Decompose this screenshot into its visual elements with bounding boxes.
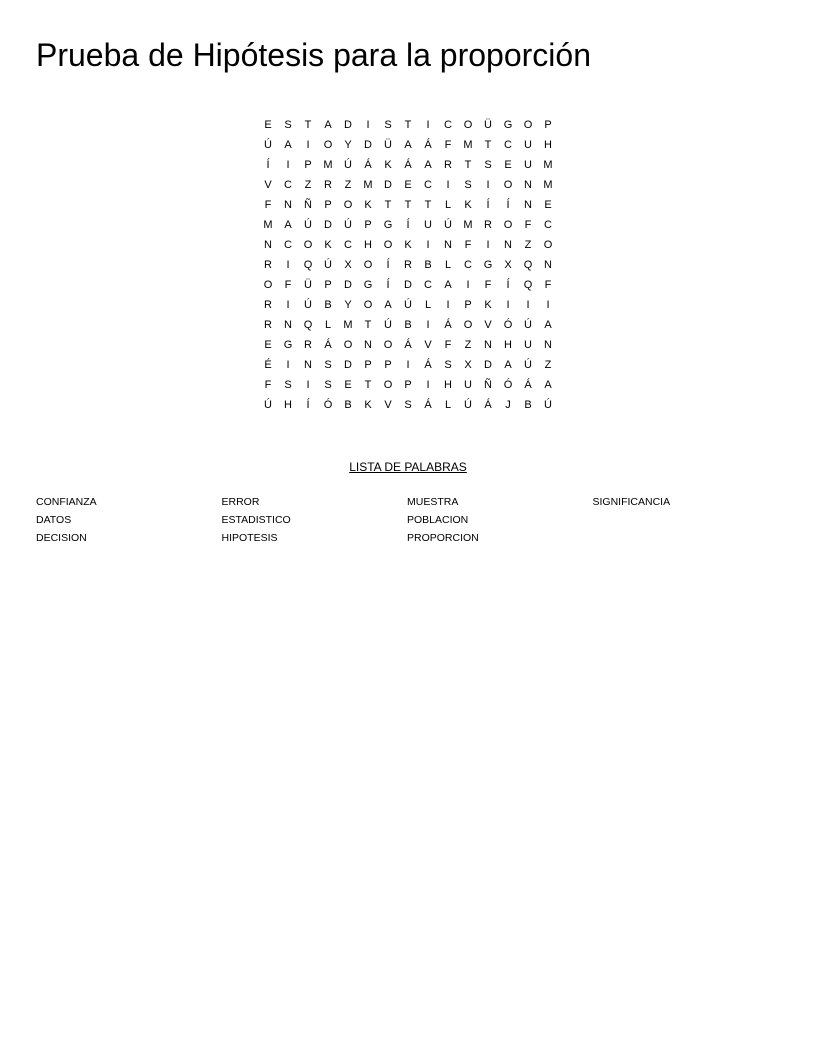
grid-letter: A [404,139,412,151]
grid-letter: P [404,379,412,391]
grid-letter: A [544,379,552,391]
grid-letter: M [363,179,373,191]
grid-letter: C [444,119,452,131]
word-list [36,493,778,547]
grid-letter: Y [344,139,352,151]
grid-letter: V [424,339,432,351]
grid-letter: I [446,299,450,311]
grid-letter: L [324,319,332,331]
grid-letter: S [384,119,392,131]
grid-letter: I [286,359,290,371]
grid-letter: Á [424,399,432,411]
word-list-item: DECISION [36,532,87,544]
grid-letter: S [324,359,332,371]
grid-letter: Á [404,339,412,351]
grid-letter: G [383,219,393,231]
word-list-item: SIGNIFICANCIA [592,496,671,508]
grid-letter: F [444,339,452,351]
grid-letter: C [464,259,472,271]
grid-letter: I [506,299,510,311]
grid-letter: T [424,199,432,211]
grid-letter: N [284,199,292,211]
grid-letter: M [323,159,333,171]
grid-letter: Ú [264,399,272,411]
grid-letter: I [426,239,430,251]
grid-letter: A [324,119,332,131]
grid-letter: Ú [344,219,352,231]
grid-letter: A [444,279,452,291]
grid-letter: H [284,399,292,411]
grid-letter: G [363,279,373,291]
grid-letter: H [364,239,372,251]
grid-letter: I [526,299,530,311]
grid-letter: Í [506,199,510,211]
grid-letter: N [304,359,312,371]
grid-letter: Ó [503,319,513,331]
grid-letter: S [324,379,332,391]
grid-letter: Q [303,259,313,271]
grid-letter: Ú [524,319,532,331]
grid-letter: Í [406,219,410,231]
word-list-item: POBLACION [407,514,469,526]
grid-letter: Ú [324,259,332,271]
grid-letter: M [263,219,273,231]
word-list-item: CONFIANZA [36,496,97,508]
grid-letter: Q [303,319,313,331]
grid-letter: E [264,119,272,131]
grid-letter: N [364,339,372,351]
grid-letter: T [364,379,372,391]
grid-letter: I [306,139,310,151]
grid-letter: B [344,399,352,411]
grid-letter: U [464,379,472,391]
grid-letter: Ú [264,139,272,151]
grid-letter: N [444,239,452,251]
grid-letter: O [503,219,513,231]
grid-letter: P [384,359,392,371]
grid-letter: K [364,399,372,411]
grid-letter: R [264,319,272,331]
grid-letter: A [284,219,292,231]
grid-letter: P [364,219,372,231]
grid-letter: Z [544,359,552,371]
grid-letter: K [364,199,372,211]
grid-letter: N [524,199,532,211]
grid-letter: S [464,179,472,191]
grid-letter: Q [523,259,533,271]
grid-letter: G [283,339,293,351]
grid-letter: Ó [323,399,333,411]
grid-letter: L [444,259,452,271]
grid-letter: B [424,259,432,271]
grid-letter: C [284,239,292,251]
grid-letter: F [264,379,272,391]
grid-letter: Ú [404,299,412,311]
grid-letter: Í [266,159,270,171]
grid-letter: N [504,239,512,251]
grid-letter: J [505,399,511,411]
grid-letter: A [544,319,552,331]
grid-letter: Ñ [484,379,492,391]
grid-letter: I [286,159,290,171]
grid-letter: N [284,319,292,331]
word-list-item: HIPOTESIS [221,532,278,544]
grid-letter: Z [464,339,472,351]
grid-letter: I [426,379,430,391]
grid-letter: Ü [304,279,312,291]
grid-letter: Á [424,139,432,151]
grid-letter: C [544,219,552,231]
grid-letter: E [404,179,412,191]
grid-letter: É [264,359,272,371]
grid-letter: H [504,339,512,351]
grid-letter: F [284,279,292,291]
grid-letter: I [426,119,430,131]
grid-letter: R [444,159,452,171]
grid-letter: C [504,139,512,151]
grid-letter: O [323,139,333,151]
grid-letter: S [284,119,292,131]
grid-letter: U [524,339,532,351]
grid-letter: P [544,119,552,131]
grid-letter: U [424,219,432,231]
page-title: Prueba de Hipótesis para la proporción [36,37,591,73]
grid-letter: K [404,239,412,251]
grid-letter: V [264,179,272,191]
grid-letter: O [383,339,393,351]
grid-letter: H [444,379,452,391]
grid-letter: X [504,259,512,271]
grid-letter: Ú [524,359,532,371]
grid-letter: C [424,179,432,191]
grid-letter: Ñ [304,199,312,211]
grid-letter: F [484,279,492,291]
grid-letter: D [484,359,492,371]
grid-letter: O [383,239,393,251]
grid-letter: S [284,379,292,391]
grid-letter: I [486,179,490,191]
grid-letter: I [446,179,450,191]
grid-letter: Á [484,399,492,411]
grid-letter: I [466,279,470,291]
grid-letter: H [544,139,552,151]
grid-letter: Ú [384,319,392,331]
grid-letter: D [344,119,352,131]
grid-letter: X [344,259,352,271]
grid-letter: V [484,319,492,331]
grid-letter: I [286,259,290,271]
word-list-item: DATOS [36,514,72,526]
grid-letter: O [503,179,513,191]
grid-letter: G [483,259,493,271]
grid-letter: E [504,159,512,171]
grid-letter: Í [386,259,390,271]
grid-letter: A [424,159,432,171]
grid-letter: Q [523,279,533,291]
grid-letter: A [284,139,292,151]
word-list-header: LISTA DE PALABRAS [349,460,467,474]
grid-letter: C [424,279,432,291]
grid-letter: K [484,299,492,311]
grid-letter: C [284,179,292,191]
grid-letter: O [343,339,353,351]
grid-letter: F [544,279,552,291]
grid-letter: I [546,299,550,311]
grid-letter: Ú [464,399,472,411]
grid-letter: M [343,319,353,331]
grid-letter: P [324,279,332,291]
grid-letter: Á [324,339,332,351]
grid-letter: L [444,399,452,411]
grid-letter: T [404,119,412,131]
grid-letter: A [384,299,392,311]
grid-letter: Ü [484,119,492,131]
grid-letter: P [304,159,312,171]
grid-letter: T [484,139,492,151]
grid-letter: Á [364,159,372,171]
grid-letter: O [363,299,373,311]
grid-letter: A [504,359,512,371]
grid-letter: Ú [444,219,452,231]
word-list-item: MUESTRA [407,496,459,508]
grid-letter: T [464,159,472,171]
grid-letter: P [364,359,372,371]
grid-letter: D [344,279,352,291]
grid-letter: Z [344,179,352,191]
word-list-item: ESTADISTICO [221,514,291,526]
grid-letter: M [543,159,553,171]
grid-letter: N [544,339,552,351]
grid-letter: C [344,239,352,251]
grid-letter: D [384,179,392,191]
word-list-item: PROPORCION [407,532,479,544]
word-list-item: ERROR [221,496,260,508]
grid-letter: O [383,379,393,391]
grid-letter: B [324,299,332,311]
grid-letter: P [324,199,332,211]
grid-letter: I [366,119,370,131]
grid-letter: Á [404,159,412,171]
grid-letter: O [263,279,273,291]
grid-letter: L [444,199,452,211]
grid-letter: I [426,319,430,331]
grid-letter: S [484,159,492,171]
grid-letter: R [324,179,332,191]
grid-letter: Ú [344,159,352,171]
grid-letter: B [404,319,412,331]
grid-letter: N [544,259,552,271]
grid-letter: O [303,239,313,251]
grid-letter: Á [444,319,452,331]
grid-letter: B [524,399,532,411]
grid-letter: I [286,299,290,311]
grid-letter: O [343,199,353,211]
grid-letter: L [424,299,432,311]
grid-letter: I [306,379,310,391]
grid-letter: Z [524,239,532,251]
grid-letter: T [304,119,312,131]
grid-letter: Ü [384,139,392,151]
word-search-grid [258,115,558,415]
grid-letter: D [404,279,412,291]
grid-letter: O [523,119,533,131]
grid-letter: F [444,139,452,151]
grid-letter: S [404,399,412,411]
grid-letter: M [463,219,473,231]
grid-letter: U [524,159,532,171]
grid-letter: S [444,359,452,371]
grid-letter: T [364,319,372,331]
grid-letter: R [304,339,312,351]
grid-letter: T [384,199,392,211]
grid-letter: Í [506,279,510,291]
grid-letter: O [363,259,373,271]
grid-letter: E [544,199,552,211]
grid-letter: F [464,239,472,251]
grid-letter: Y [344,299,352,311]
grid-letter: Ó [503,379,513,391]
grid-letter: Ú [304,219,312,231]
grid-letter: R [264,259,272,271]
grid-letter: D [344,359,352,371]
grid-letter: Á [524,379,532,391]
grid-letter: R [264,299,272,311]
grid-letter: K [384,159,392,171]
grid-letter: M [543,179,553,191]
grid-letter: O [463,119,473,131]
grid-letter: Í [386,279,390,291]
grid-letter: G [503,119,513,131]
grid-letter: Ú [544,399,552,411]
grid-letter: F [264,199,272,211]
grid-letter: N [524,179,532,191]
grid-letter: Á [424,359,432,371]
grid-letter: K [324,239,332,251]
grid-letter: N [264,239,272,251]
grid-letter: N [484,339,492,351]
grid-letter: R [404,259,412,271]
grid-letter: D [324,219,332,231]
grid-letter: I [486,239,490,251]
grid-letter: O [543,239,553,251]
grid-letter: D [364,139,372,151]
grid-letter: Í [486,199,490,211]
grid-letter: X [464,359,472,371]
grid-letter: Z [304,179,312,191]
grid-letter: O [463,319,473,331]
grid-letter: K [464,199,472,211]
grid-letter: U [524,139,532,151]
grid-letter: E [264,339,272,351]
grid-letter: Í [306,399,310,411]
grid-letter: R [484,219,492,231]
grid-letter: V [384,399,392,411]
grid-letter: F [524,219,532,231]
grid-letter: T [404,199,412,211]
grid-letter: I [406,359,410,371]
grid-letter: E [344,379,352,391]
grid-letter: M [463,139,473,151]
grid-letter: Ú [304,299,312,311]
grid-letter: P [464,299,472,311]
